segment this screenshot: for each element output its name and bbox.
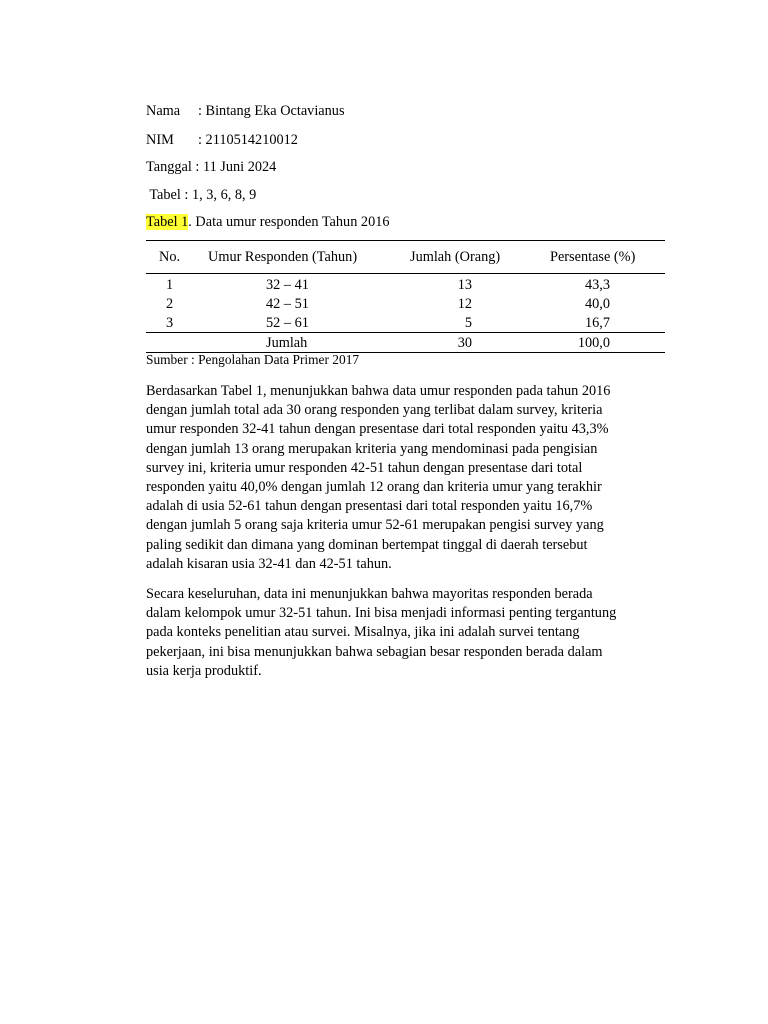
row1-persentase: 43,3	[584, 277, 610, 293]
row1-jumlah: 13	[457, 277, 472, 293]
nim-label: NIM	[146, 132, 174, 148]
row3-jumlah: 5	[464, 315, 472, 331]
caption-text: . Data umur responden Tahun 2016	[188, 214, 390, 230]
header-persentase: Persentase (%)	[550, 249, 636, 265]
paragraph-1-line: umur responden 32-41 tahun dengan presentase dari total responden yaitu 43,3%	[146, 421, 609, 438]
nama-label: Nama	[146, 103, 181, 119]
paragraph-2-line: Secara keseluruhan, data ini menunjukkan bahwa mayoritas responden berada	[146, 586, 593, 602]
paragraph-1-line: adalah di usia 52-61 tahun dengan presentasi dari total responden yaitu 16,7%	[146, 498, 593, 515]
nim-line	[146, 131, 298, 149]
table-total-rule	[146, 332, 665, 333]
paragraph-1-line: responden yaitu 40,0% dengan jumlah 12 orang dan kriteria umur yang terakhir	[146, 479, 602, 496]
table-caption	[146, 213, 390, 231]
table-source: Sumber : Pengolahan Data Primer 2017	[146, 352, 360, 367]
row2-no: 2	[166, 296, 174, 312]
paragraph-1-line: dengan jumlah 13 orang merupakan kriteria yang mendominasi pada pengisian	[146, 440, 598, 457]
row1-umur: 32 – 41	[266, 277, 309, 293]
header-umur: Umur Responden (Tahun)	[208, 249, 358, 265]
paragraph-2-line: dalam kelompok umur 32-51 tahun. Ini bisa menjadi informasi penting tergantung	[146, 605, 617, 622]
tanggal-line: Tanggal : 11 Juni 2024	[146, 159, 277, 175]
row3-no: 3	[166, 315, 174, 331]
row2-jumlah: 12	[457, 296, 472, 312]
row3-persentase: 16,7	[584, 315, 610, 331]
paragraph-1-line: paling sedikit dan dimana yang dominan bertempat tinggal di daerah tersebut	[146, 536, 588, 553]
nim-value: : 2110514210012	[198, 132, 298, 148]
table-header-rule	[146, 273, 665, 274]
tabel-line: Tabel : 1, 3, 6, 8, 9	[146, 187, 257, 203]
paragraph-1-line: Berdasarkan Tabel 1, menunjukkan bahwa data umur responden pada tahun 2016	[146, 383, 611, 399]
nama-line	[146, 102, 345, 120]
paragraph-2	[146, 585, 666, 681]
header-jumlah: Jumlah (Orang)	[410, 249, 501, 265]
paragraph-1-line: survey ini, kriteria umur responden 42-51 tahun dengan presentase dari total	[146, 459, 583, 476]
nama-value: : Bintang Eka Octavianus	[198, 103, 345, 119]
row2-umur: 42 – 51	[266, 296, 309, 312]
paragraph-2-line: usia kerja produktif.	[146, 662, 262, 679]
header-no: No.	[159, 249, 181, 265]
paragraph-2-line: pada konteks penelitian atau survei. Misalnya, jika ini adalah survei tentang	[146, 624, 580, 641]
paragraph-1	[146, 382, 666, 574]
row1-no: 1	[166, 277, 174, 293]
total-label: Jumlah	[266, 335, 308, 351]
caption-highlight: Tabel 1	[146, 214, 189, 230]
paragraph-2-line: pekerjaan, ini bisa menunjukkan bahwa sebagian besar responden berada dalam	[146, 643, 603, 660]
total-persentase: 100,0	[577, 335, 610, 351]
row3-umur: 52 – 61	[266, 315, 309, 331]
paragraph-1-line: dengan jumlah 5 orang saja kriteria umur 52-61 merupakan pengisi survey yang	[146, 517, 604, 534]
paragraph-1-line: adalah kisaran usia 32-41 dan 42-51 tahun.	[146, 555, 392, 572]
table-top-rule	[146, 240, 665, 241]
total-jumlah: 30	[457, 335, 472, 351]
paragraph-1-line: dengan jumlah total ada 30 orang responden yang terlibat dalam survey, kriteria	[146, 402, 603, 419]
row2-persentase: 40,0	[584, 296, 610, 312]
